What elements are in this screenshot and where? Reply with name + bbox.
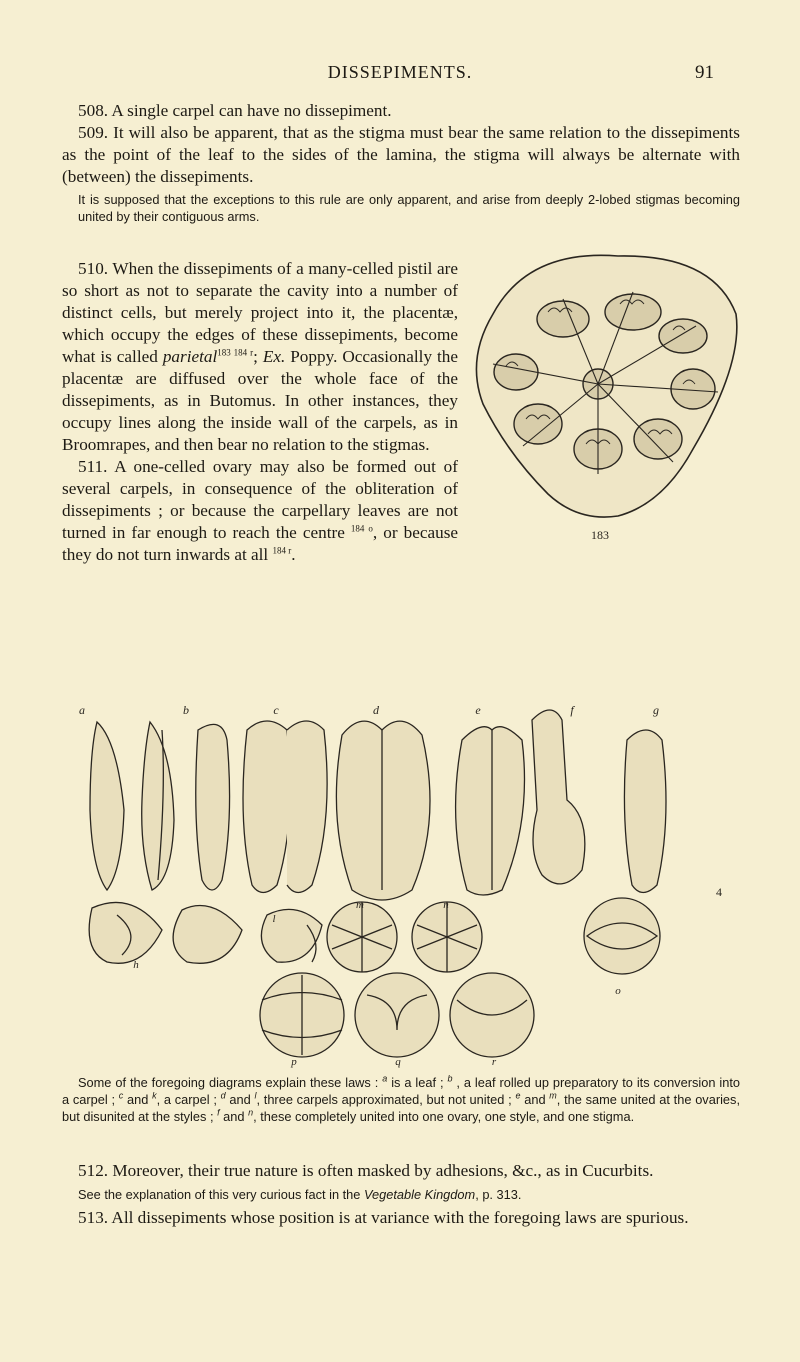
letter-e: e	[475, 703, 481, 717]
letter-d: d	[373, 703, 379, 717]
paragraph-510-text-a: 510. When the dissepiments of a many-celled pistil are so short as not to separate the cavity into a number of distinct cells, but merely project into it, the placentæ, which occupy the edges of these dissepiments, become what is called	[62, 259, 458, 366]
caption-ref-d: d	[220, 1090, 226, 1101]
rolled-leaf-diagram-b	[142, 722, 174, 890]
caption-ref-f: f	[217, 1107, 220, 1118]
text-block-top	[62, 100, 740, 225]
paragraph-511-text-a: 511. A one-celled ovary may also be formed out of several carpels, in consequence of the obliteration of dissepiments ; or because the carpellary leaves are not turned in far enough to reach the centre	[62, 457, 458, 542]
figure-184-carpel-diagrams	[62, 700, 740, 1070]
page-number: 91	[695, 62, 714, 83]
united-carpels-diagram-f	[456, 727, 525, 895]
paragraph-510-text-c: Poppy. Occasionally the placentæ are diffused over the whole face of the dissepiments, as in Butomus. In other instances, they occupy lines along the inside wall of the carpels, as in Broomrapes, and then bear no relation to the stigmas.	[62, 347, 459, 454]
note-509: It is supposed that the exceptions to this rule are only apparent, and arise from deeply 2-lobed stigmas becoming united by their contiguous arms.	[78, 192, 740, 224]
note-512-text-b: , p. 313.	[475, 1187, 522, 1202]
figure-183	[468, 254, 740, 574]
caption-text: and	[520, 1092, 550, 1107]
carpel-diagram-c	[196, 724, 230, 890]
note-512	[62, 1186, 740, 1203]
single-style-diagram-g	[532, 710, 585, 884]
caption-text: , a carpel ;	[156, 1092, 221, 1107]
figure-ref-184r: 184 r	[272, 545, 292, 556]
caption-ref-k: k	[152, 1090, 157, 1101]
caption-ref-m: m	[549, 1090, 557, 1101]
paragraph-512: 512. Moreover, their true nature is often masked by adhesions, &c., as in Cucurbits.	[78, 1161, 654, 1180]
text-block-wrap	[62, 258, 740, 574]
caption-text: , the same united at the ovaries, but disunited at the styles ;	[62, 1092, 740, 1124]
cross-section-q	[355, 973, 439, 1057]
caption-text: and	[123, 1092, 153, 1107]
caption-text: , these completely united into one ovary, one style, and one stigma.	[253, 1109, 635, 1124]
caption-ref-c: c	[118, 1090, 124, 1101]
letter-n: n	[443, 899, 449, 911]
letter-o: o	[615, 985, 621, 997]
paragraph-513: 513. All dissepiments whose position is at variance with the foregoing laws are spurious.	[78, 1208, 689, 1227]
figure-ref-183-184r: 183 184 r	[217, 347, 254, 358]
letter-f: f	[570, 703, 574, 717]
letter-a: a	[79, 703, 85, 717]
caption-text: , three carpels approximated, but not united ;	[256, 1092, 516, 1107]
caption-ref-b: b	[447, 1073, 453, 1084]
letter-l: l	[272, 913, 276, 925]
letter-b: b	[183, 703, 189, 717]
leaf-diagram-a	[90, 722, 124, 890]
paragraph-511-text-c: .	[291, 545, 296, 564]
text-block-bottom	[62, 1160, 740, 1229]
poppy-ovary-cross-section-figure	[468, 254, 740, 574]
figure-number-4: 4	[716, 885, 722, 899]
three-carpels-diagram-d	[243, 721, 290, 893]
caption-ref-e: e	[515, 1090, 521, 1101]
letter-q: q	[395, 1056, 401, 1068]
page-header	[0, 62, 800, 86]
figure-184-caption	[62, 1074, 740, 1125]
caption-ref-n: n	[248, 1107, 254, 1118]
caption-text: is a leaf ;	[387, 1075, 448, 1090]
paragraph-509: 509. It will also be apparent, that as the stigma must bear the same relation to the dissepiments as the point of the leaf to the sides of the lamina, the stigma will always be alternate with (between) the dissepiments.	[62, 123, 740, 186]
caption-text: and	[225, 1092, 255, 1107]
example-abbrev: Ex.	[262, 347, 286, 366]
note-512-text-a: See the explanation of this very curious fact in the	[78, 1187, 364, 1202]
letter-m: m	[356, 899, 364, 911]
letter-p: p	[291, 1056, 297, 1068]
paragraph-510-text-b: ;	[253, 347, 263, 366]
letter-h: h	[133, 959, 139, 971]
running-title: DISSEPIMENTS.	[327, 62, 473, 82]
paragraph-511-text-b: , or because they do not turn inwards at all	[62, 523, 459, 564]
cross-section-o	[584, 898, 660, 974]
caption-ref-a: a	[382, 1073, 388, 1084]
term-parietal: parietal	[162, 347, 218, 366]
letter-r: r	[491, 1056, 497, 1068]
figure-ref-184o: 184 o	[350, 523, 373, 534]
carpel-diagram-last	[624, 730, 666, 893]
caption-text: Some of the foregoing diagrams explain these laws :	[78, 1075, 383, 1090]
caption-ref-l: l	[254, 1090, 257, 1101]
paragraph-508: 508. A single carpel can have no dissepiment.	[78, 101, 392, 120]
united-ovaries-diagram-e	[336, 721, 430, 900]
cross-section-h	[89, 902, 162, 963]
caption-text: , a leaf rolled up preparatory to its conversion into a carpel ;	[62, 1075, 740, 1107]
figure-183-label: 183	[591, 528, 609, 542]
letter-c: c	[273, 703, 279, 717]
book-title: Vegetable Kingdom	[363, 1187, 476, 1202]
caption-text: and	[219, 1109, 249, 1124]
cross-section-k	[173, 906, 242, 964]
letter-g: g	[653, 703, 659, 717]
